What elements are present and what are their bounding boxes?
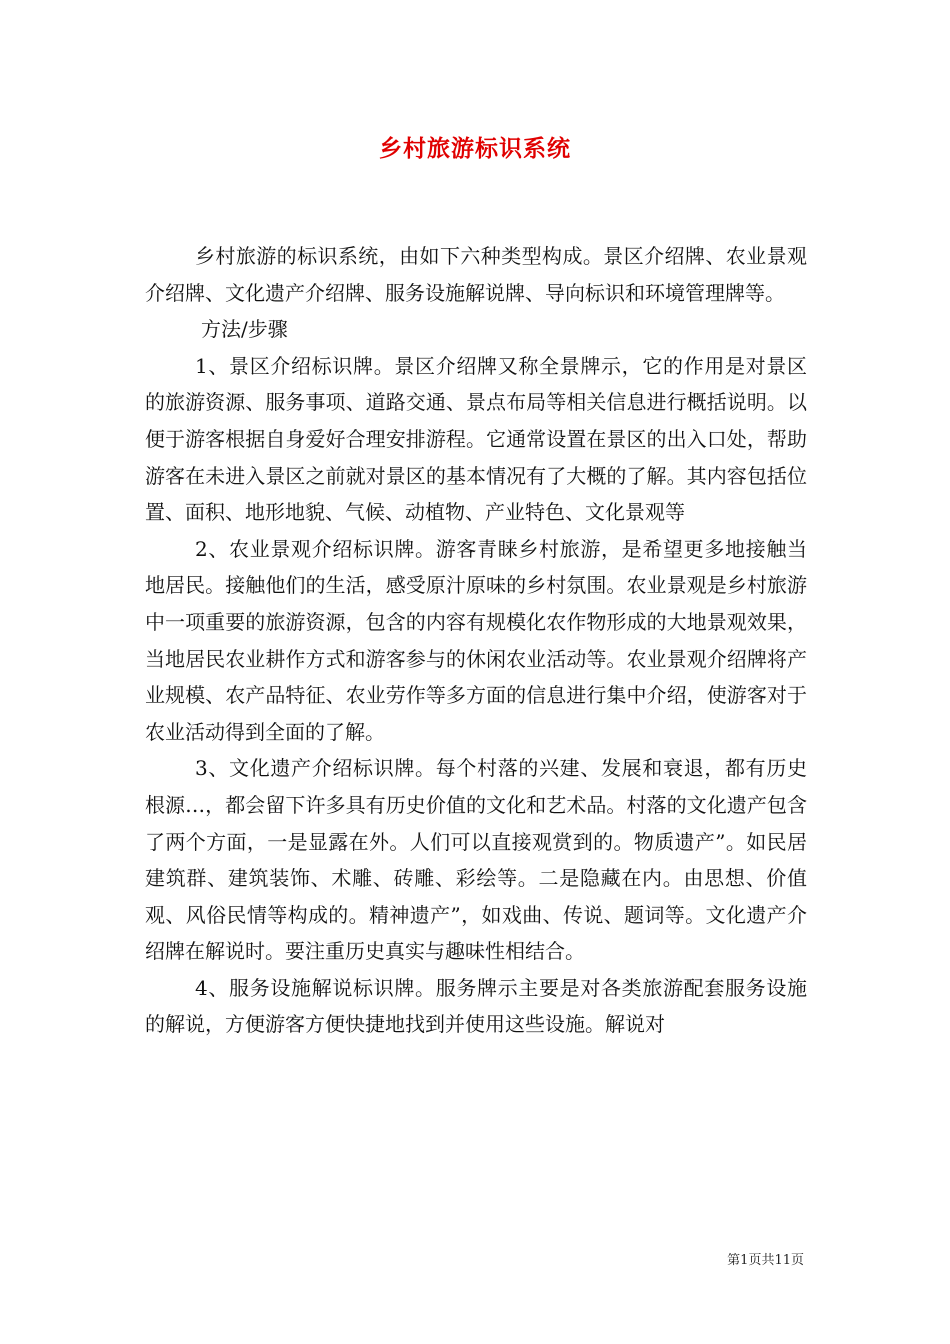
step-3-paragraph: 3、文化遗产介绍标识牌。每个村落的兴建、发展和衰退，都有历史根源…，都会留下许多具有历史价值的文化和艺术品。村落的文化遗产包含了两个方面，一是显露在外。人们可以直接观赏到的。物质遗产”。如民居建筑群、建筑装饰、术雕、砖雕、彩绘等。二是隐藏在内。由思想、价值观、风俗民情等构成的。精神遗产”，如戏曲、传说、题词等。文化遗产介绍牌在解说时。要注重历史真实与趣味性相结合。: [145, 756, 807, 964]
intro-paragraph: 乡村旅游的标识系统，由如下六种类型构成。景区介绍牌、农业景观介绍牌、文化遗产介绍牌、服务设施解说牌、导向标识和环境管理牌等。: [145, 244, 807, 305]
document-body: [145, 238, 807, 1043]
step-4-paragraph: 4、服务设施解说标识牌。服务牌示主要是对各类旅游配套服务设施的解说，方便游客方便快捷地找到并使用这些设施。解说对: [145, 975, 807, 1037]
step-1-paragraph: 1、景区介绍标识牌。景区介绍牌又称全景牌示，它的作用是对景区的旅游资源、服务事项、道路交通、景点布局等相关信息进行概括说明。以便于游客根据自身爱好合理安排游程。它通常设置在景区的出入口处，帮助游客在未进入景区之前就对景区的基本情况有了大概的了解。其内容包括位置、面积、地形地貌、气候、动植物、产业特色、文化景观等: [145, 353, 807, 525]
document-title: 乡村旅游标识系统: [379, 135, 571, 162]
page-number: 第1页共11页: [727, 1253, 804, 1268]
steps-heading: 方法/步骤: [201, 317, 288, 342]
step-2-paragraph: 2、农业景观介绍标识牌。游客青睐乡村旅游，是希望更多地接触当地居民。接触他们的生活，感受原汁原味的乡村氛围。农业景观是乡村旅游中一项重要的旅游资源，包含的内容有规模化农作物形成的大地景观效果，当地居民农业耕作方式和游客参与的休闲农业活动等。农业景观介绍牌将产业规模、农产品特征、农业劳作等多方面的信息进行集中介绍，使游客对于农业活动得到全面的了解。: [145, 536, 807, 744]
